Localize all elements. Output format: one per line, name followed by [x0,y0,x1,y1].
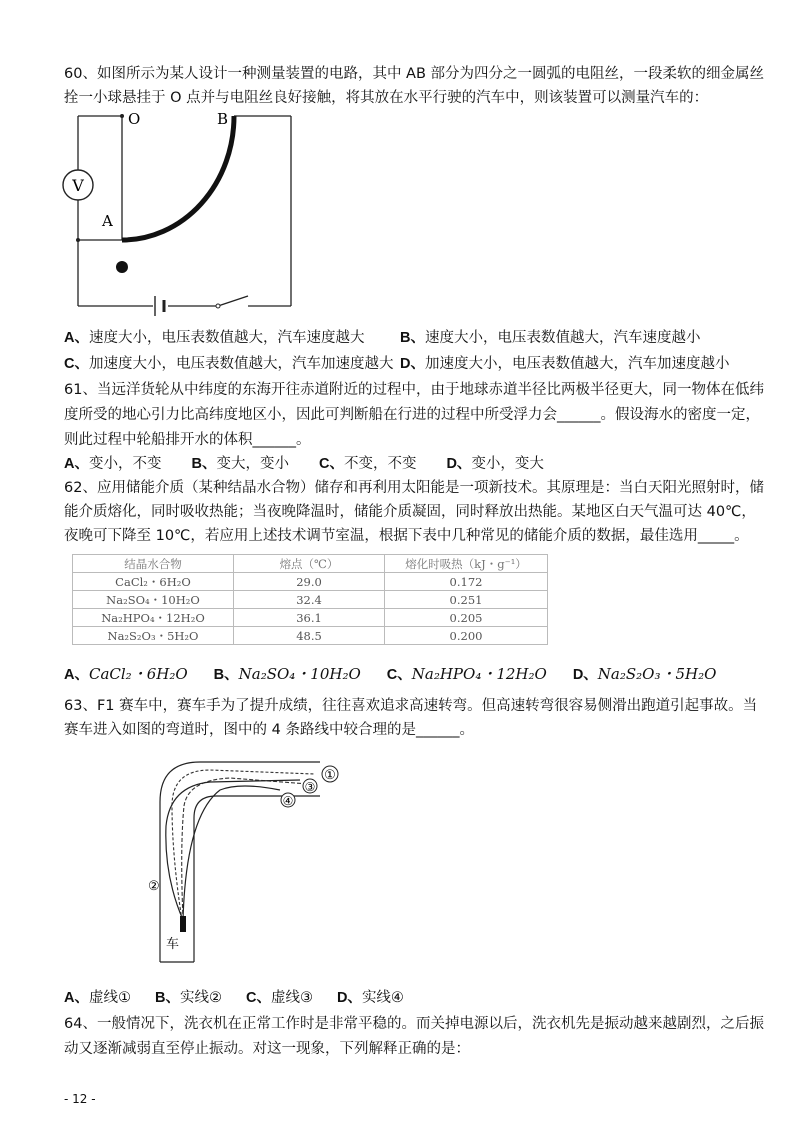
table-header: 熔点（℃） [234,555,385,573]
q62-option-b[interactable]: B、Na₂SO₄・10H₂O [213,665,361,683]
table-row [73,627,548,645]
table-cell: Na₂HPO₄・12H₂O [73,609,234,627]
q62-data-table [72,554,548,645]
route-4-solid [183,786,280,920]
table-cell: 0.205 [385,609,548,627]
label-A: A [102,212,113,230]
car-marker [180,916,186,932]
q63-option-d[interactable]: D、实线④ [336,990,404,1006]
label-route-2: ② [148,879,160,894]
q61-option-c[interactable]: C、不变，不变 [318,456,417,472]
q61-options [64,454,544,474]
table-cell: 29.0 [234,573,385,591]
q62-option-c[interactable]: C、Na₂HPO₄・12H₂O [386,665,547,683]
label-route-1: ① [324,768,336,783]
q62-stem-line3: 夜晚可下降至 10℃，若应用上述技术调节室温，根据下表中几种常见的储能介质的数据，最佳选用_____。 [64,528,749,544]
q63-option-a[interactable]: A、虚线① [64,990,131,1006]
q63-option-c[interactable]: C、虚线③ [245,990,313,1006]
table-cell: 36.1 [234,609,385,627]
q63-curve-diagram [150,756,350,966]
route-1-dashed [172,770,314,920]
q60-stem-line1: 60、如图所示为某人设计一种测量装置的电路，其中 AB 部分为四分之一圆弧的电阻丝，一段柔软的细金属丝 [64,66,765,82]
voltmeter-label: V [72,176,84,195]
q60-option-d-row [400,354,729,374]
resistance-wire-arc [122,116,234,240]
track-inner-edge [194,796,320,962]
pendulum-ball [116,261,128,273]
q63-options [64,988,404,1008]
label-B: B [217,110,229,128]
table-cell: Na₂SO₄・10H₂O [73,591,234,609]
table-row [73,609,548,627]
q60-stem-line2: 拴一小球悬挂于 O 点并与电阻丝良好接触，将其放在水平行驶的汽车中，则该装置可以测量汽车的： [64,90,709,106]
q63-stem-line1: 63、F1 赛车中，赛车手为了提升成绩，往往喜欢追求高速转弯。但高速转弯很容易侧滑出跑道引起事故。当 [64,698,758,714]
q63-stem-line2: 赛车进入如图的弯道时，图中的 4 条路线中较合理的是______。 [64,722,474,738]
q61-stem-line2: 度所受的地心引力比高纬度地区小，因此可判断船在行进的过程中所受浮力会______。假设海水的密度一定， [64,407,760,423]
car-label: 车 [166,937,180,952]
route-2-solid [166,780,300,920]
table-cell: 32.4 [234,591,385,609]
label-route-3: ③ [304,780,316,794]
q64-stem-line2: 动又逐渐减弱直至停止振动。对这一现象，下列解释正确的是： [64,1041,470,1057]
table-header: 熔化时吸热（kJ・g⁻¹） [385,555,548,573]
table-header-row [73,555,548,573]
q62-option-a[interactable]: A、CaCl₂・6H₂O [64,665,188,683]
q60-circuit-diagram [58,110,303,310]
table-cell: 0.200 [385,627,548,645]
table-cell: 0.172 [385,573,548,591]
q63-option-b[interactable]: B、实线② [154,990,222,1006]
label-O: O [128,110,141,128]
q60-option-b-row [400,328,700,348]
q61-option-a[interactable]: A、变小，不变 [64,456,162,472]
q62-stem-line2: 能介质熔化，同时吸收热能；当夜晚降温时，储能介质凝固，同时释放出热能。某地区白天气温可达 40℃， [64,504,756,520]
table-cell: 48.5 [234,627,385,645]
q62-option-d[interactable]: D、Na₂S₂O₃・5H₂O [572,665,717,683]
label-route-4: ④ [282,794,294,808]
table-cell: Na₂S₂O₃・5H₂O [73,627,234,645]
q61-stem-line3: 则此过程中轮船排开水的体积______。 [64,432,311,448]
q60-option-row1 [64,328,364,348]
page-number: - 12 - [64,1092,96,1106]
table-cell: 0.251 [385,591,548,609]
q62-stem-line1: 62、应用储能介质（某种结晶水合物）储存和再利用太阳能是一项新技术。其原理是：当白天阳光照射时，储 [64,480,764,496]
q62-options [64,664,716,685]
table-row [73,573,548,591]
q61-stem-line1: 61、当远洋货轮从中纬度的东海开往赤道附近的过程中，由于地球赤道半径比两极半径更大，同一物体在低纬 [64,382,764,398]
q61-option-b[interactable]: B、变大，变小 [191,456,289,472]
table-cell: CaCl₂・6H₂O [73,573,234,591]
q60-option-row2 [64,354,393,374]
q60-option-d[interactable]: D、加速度大小，电压表数值越大，汽车加速度越小 [400,356,730,372]
q61-option-d[interactable]: D、变小，变大 [446,456,544,472]
q64-stem-line1: 64、一般情况下，洗衣机在正常工作时是非常平稳的。而关掉电源以后，洗衣机先是振动越来越剧烈，之后振 [64,1016,764,1032]
q60-option-a[interactable]: A、速度大小，电压表数值越大，汽车速度越大 [64,330,365,346]
table-row [73,591,548,609]
table-header: 结晶水合物 [73,555,234,573]
q60-option-c[interactable]: C、加速度大小，电压表数值越大，汽车加速度越大 [64,356,394,372]
q60-option-b[interactable]: B、速度大小，电压表数值越大，汽车速度越小 [400,330,701,346]
